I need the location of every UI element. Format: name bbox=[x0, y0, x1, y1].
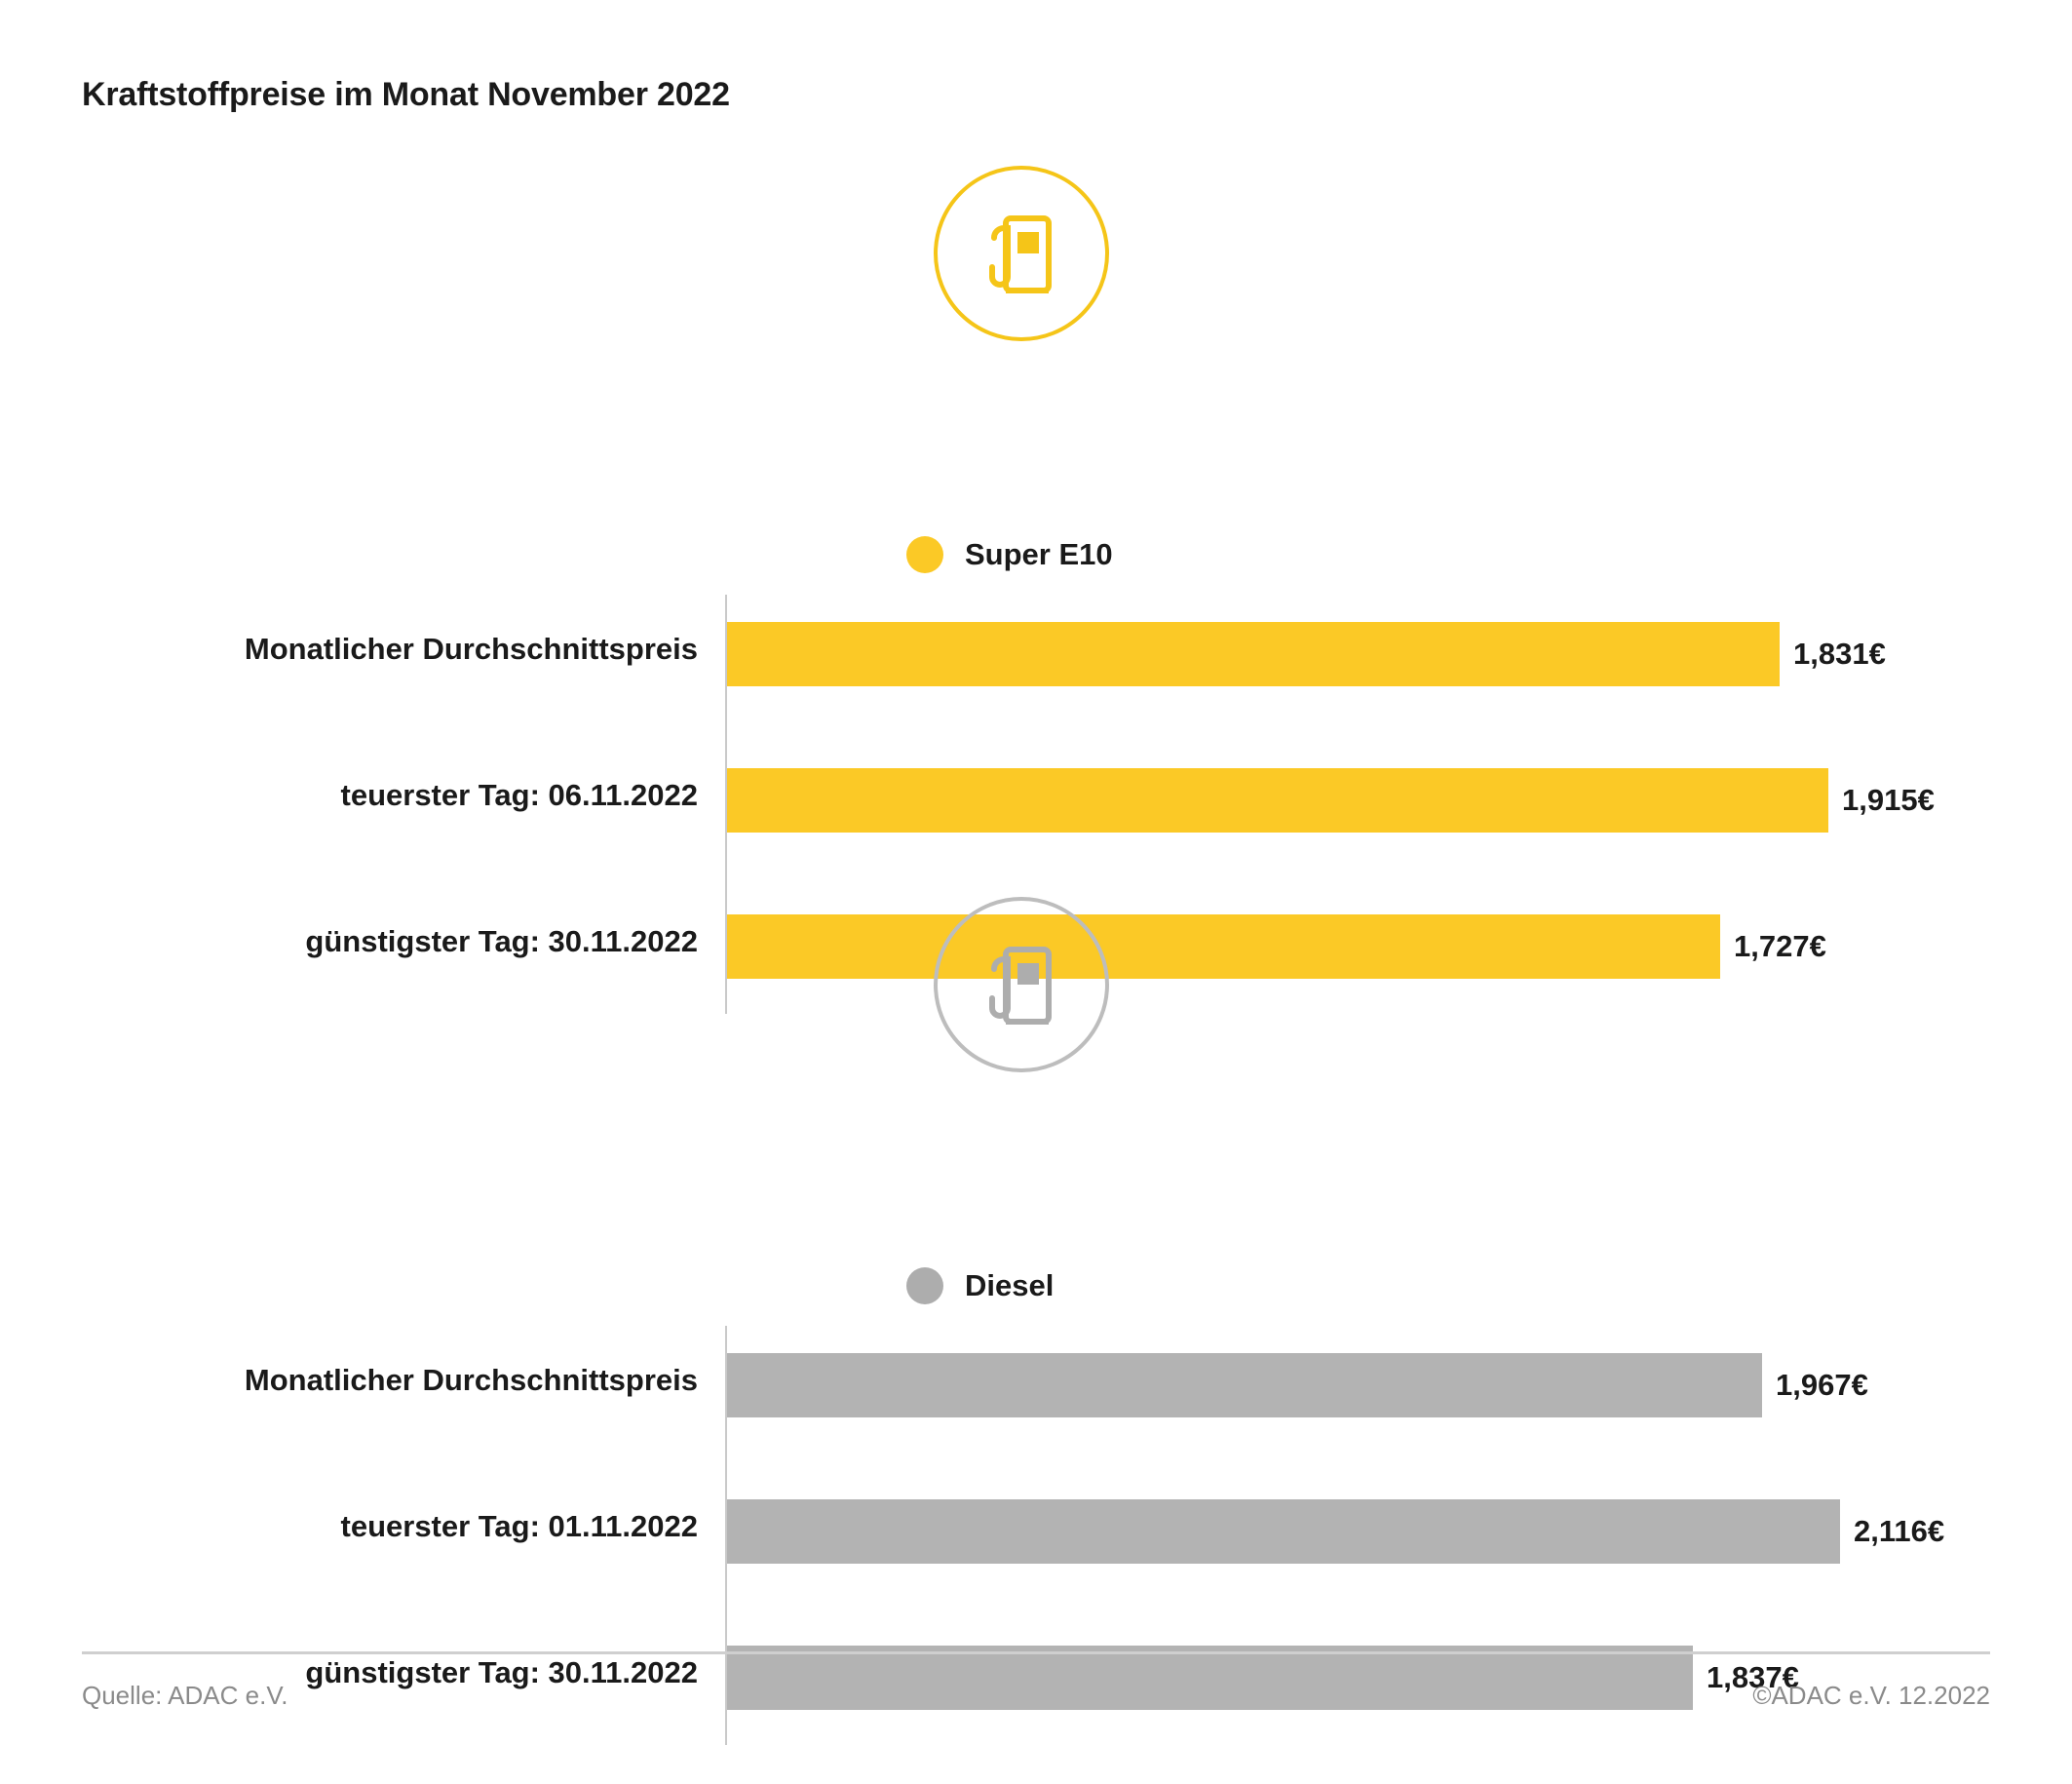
bar bbox=[727, 1499, 1840, 1564]
bar-value-label: 1,967€ bbox=[1776, 1368, 1868, 1402]
bar-category-label: günstigster Tag: 30.11.2022 bbox=[305, 1655, 698, 1689]
bar-row bbox=[0, 604, 2072, 721]
bar bbox=[727, 768, 1828, 833]
bar-category-label: teuerster Tag: 06.11.2022 bbox=[340, 778, 698, 812]
fuel-pump-badge-diesel bbox=[934, 897, 1109, 1072]
bar-value-label: 2,116€ bbox=[1854, 1514, 1945, 1548]
legend-color-dot-diesel bbox=[906, 1267, 943, 1304]
bar-value-label: 1,837€ bbox=[1707, 1660, 1799, 1694]
legend-label-diesel: Diesel bbox=[965, 1268, 1055, 1302]
bar-container bbox=[727, 622, 1886, 686]
bar-container bbox=[727, 914, 1826, 979]
bar-container bbox=[727, 1646, 1799, 1710]
bar-value-label: 1,831€ bbox=[1793, 637, 1886, 671]
page-title: Kraftstoffpreise im Monat November 2022 bbox=[82, 76, 730, 113]
bar-category-label: Monatlicher Durchschnittspreis bbox=[244, 632, 698, 666]
bar-value-label: 1,915€ bbox=[1842, 783, 1935, 817]
bar bbox=[727, 622, 1780, 686]
bar-category-label: Monatlicher Durchschnittspreis bbox=[244, 1363, 698, 1397]
fuel-pump-icon bbox=[977, 205, 1066, 302]
copyright-note: ©ADAC e.V. 12.2022 bbox=[1752, 1681, 1990, 1710]
fuel-pump-icon bbox=[977, 936, 1066, 1033]
bar bbox=[727, 1353, 1762, 1417]
bar-row bbox=[0, 1482, 2072, 1599]
bar-container bbox=[727, 1353, 1868, 1417]
legend-diesel bbox=[906, 1267, 1054, 1304]
bar-value-label: 1,727€ bbox=[1734, 929, 1826, 963]
bar-row bbox=[0, 1336, 2072, 1453]
legend-label-e10: Super E10 bbox=[965, 537, 1113, 571]
footer-divider bbox=[82, 1651, 1990, 1654]
source-note: Quelle: ADAC e.V. bbox=[82, 1681, 288, 1710]
bar bbox=[727, 914, 1720, 979]
fuel-pump-badge-e10 bbox=[934, 166, 1109, 341]
bar-category-label: teuerster Tag: 01.11.2022 bbox=[340, 1509, 698, 1543]
legend-color-dot-e10 bbox=[906, 536, 943, 573]
bar-category-label: günstigster Tag: 30.11.2022 bbox=[305, 924, 698, 958]
bar-container bbox=[727, 1499, 1944, 1564]
legend-super-e10 bbox=[906, 536, 1113, 573]
bar-row bbox=[0, 751, 2072, 868]
bar-container bbox=[727, 768, 1935, 833]
bar bbox=[727, 1646, 1693, 1710]
